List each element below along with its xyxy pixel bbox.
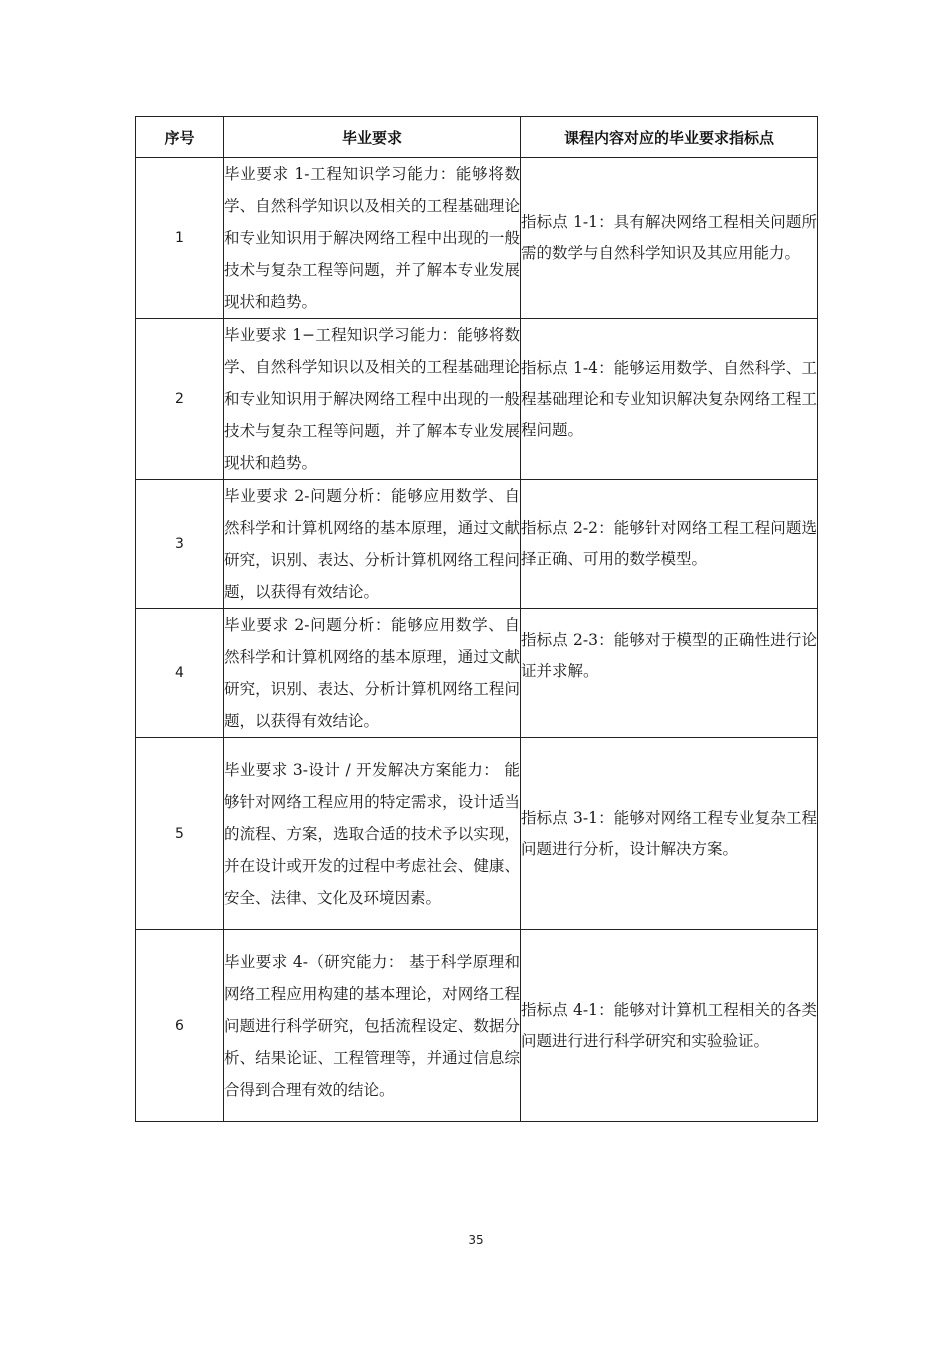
page-number: 35 <box>468 1233 484 1247</box>
table-row <box>136 480 818 609</box>
row-requirement: 毕业要求 1-工程知识学习能力：能够将数学、自然科学知识以及相关的工程基础理论和专业知识用于解决网络工程中出现的一般技术与复杂工程等问题，并了解本专业发展现状和趋势。 <box>224 158 521 319</box>
row-requirement: 毕业要求 1−工程知识学习能力：能够将数学、自然科学知识以及相关的工程基础理论和专业知识用于解决网络工程中出现的一般技术与复杂工程等问题，并了解本专业发展现状和趋势。 <box>224 319 521 480</box>
table-row <box>136 930 818 1122</box>
row-indicator: 指标点 4-1：能够对计算机工程相关的各类问题进行进行科学研究和实验验证。 <box>521 930 818 1122</box>
row-indicator: 指标点 3-1：能够对网络工程专业复杂工程问题进行分析，设计解决方案。 <box>521 738 818 930</box>
row-seq: 5 <box>136 738 224 930</box>
table-row <box>136 738 818 930</box>
row-seq: 3 <box>136 480 224 609</box>
table-row <box>136 609 818 738</box>
header-indicator: 课程内容对应的毕业要求指标点 <box>521 117 818 158</box>
row-requirement: 毕业要求 2-问题分析：能够应用数学、自然科学和计算机网络的基本原理，通过文献研究，识别、表达、分析计算机网络工程问题，以获得有效结论。 <box>224 609 521 738</box>
row-seq: 1 <box>136 158 224 319</box>
row-requirement: 毕业要求 3-设计 / 开发解决方案能力： 能够针对网络工程应用的特定需求，设计适当的流程、方案，选取合适的技术予以实现，并在设计或开发的过程中考虑社会、健康、安全、法律、文化及环境因素。 <box>224 738 521 930</box>
header-requirement: 毕业要求 <box>224 117 521 158</box>
header-seq: 序号 <box>136 117 224 158</box>
row-requirement: 毕业要求 4-（研究能力： 基于科学原理和网络工程应用构建的基本理论，对网络工程问题进行科学研究，包括流程设定、数据分析、结果论证、工程管理等，并通过信息综合得到合理有效的结论。 <box>224 930 521 1122</box>
row-indicator: 指标点 1-1：具有解决网络工程相关问题所需的数学与自然科学知识及其应用能力。 <box>521 158 818 319</box>
table-header-row <box>136 117 818 158</box>
row-indicator: 指标点 2-2：能够针对网络工程工程问题选择正确、可用的数学模型。 <box>521 480 818 609</box>
row-indicator: 指标点 1-4：能够运用数学、自然科学、工程基础理论和专业知识解决复杂网络工程工程问题。 <box>521 319 818 480</box>
row-seq: 6 <box>136 930 224 1122</box>
table-row <box>136 158 818 319</box>
row-requirement: 毕业要求 2-问题分析：能够应用数学、自然科学和计算机网络的基本原理，通过文献研究，识别、表达、分析计算机网络工程问题，以获得有效结论。 <box>224 480 521 609</box>
row-seq: 2 <box>136 319 224 480</box>
row-indicator: 指标点 2-3：能够对于模型的正确性进行论证并求解。 <box>521 609 818 738</box>
table-row <box>136 319 818 480</box>
graduation-requirements-table <box>135 116 818 1122</box>
row-seq: 4 <box>136 609 224 738</box>
